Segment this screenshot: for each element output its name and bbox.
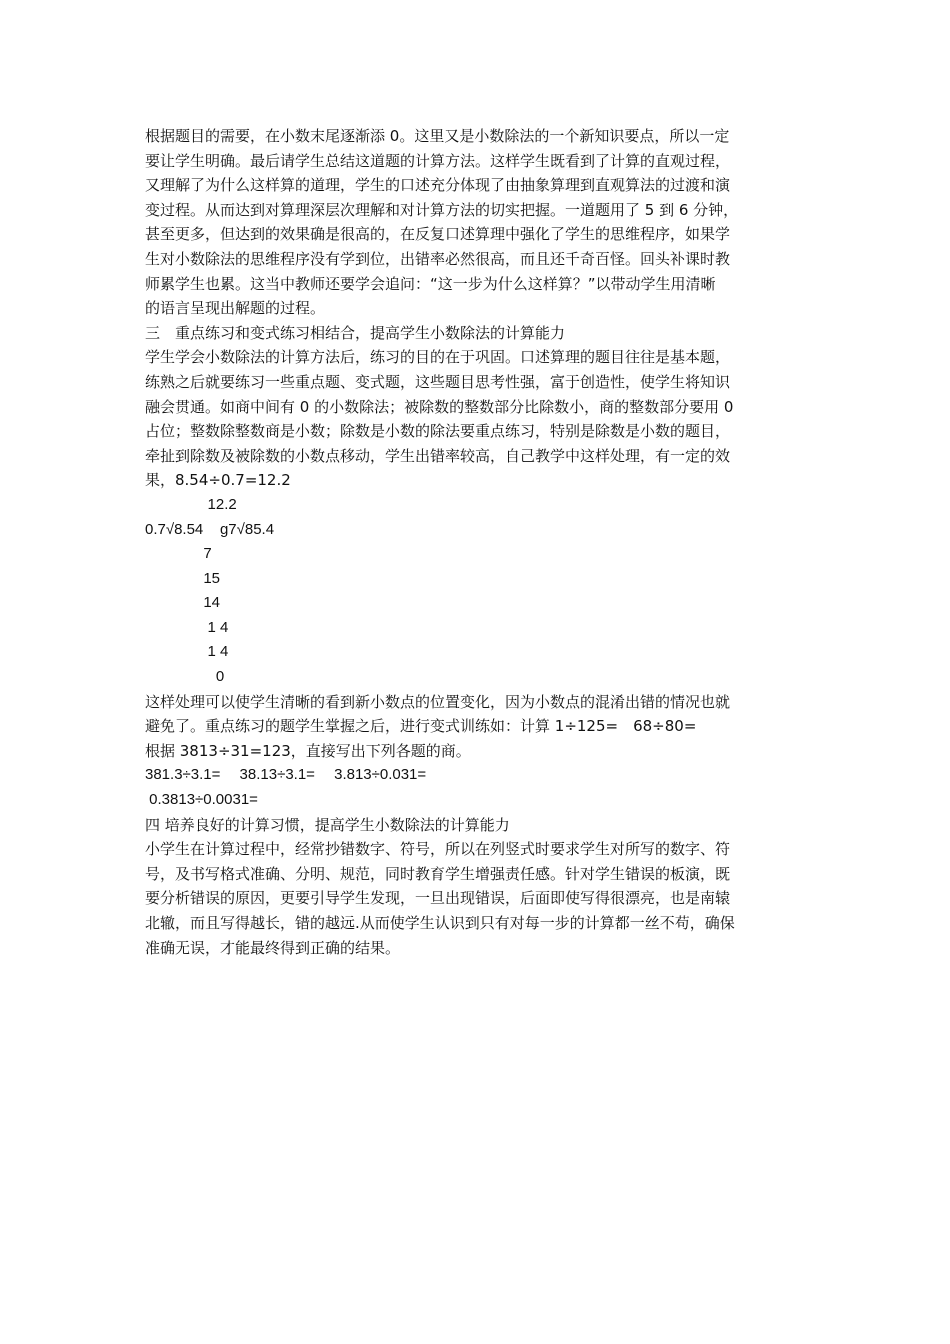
text-line: 又理解了为什么这样算的道理，学生的口述充分体现了由抽象算理到直观算法的过渡和演 (145, 176, 731, 195)
division-line: 7 (145, 545, 212, 563)
text-line: 师累学生也累。这当中教师还要学会追问：“这一步为什么这样算？”以带动学生用清晰 (145, 274, 716, 293)
text-line: 学生学会小数除法的计算方法后，练习的目的在于巩固。口述算理的题目往往是基本题， (145, 348, 731, 367)
text-line: 避免了。重点练习的题学生掌握之后，进行变式训练如：计算 1÷125= 68÷80= (145, 717, 697, 736)
document-body (145, 124, 810, 960)
text-line: 北辙，而且写得越长，错的越远.从而使学生认识到只有对每一步的计算都一丝不苟，确保 (145, 914, 735, 932)
text-line: 甚至更多，但达到的效果确是很高的，在反复口述算理中强化了学生的思维程序，如果学 (145, 225, 731, 244)
text-line: 这样处理可以使学生清晰的看到新小数点的位置变化，因为小数点的混淆出错的情况也就 (145, 692, 731, 711)
text-line: 准确无误，才能最终得到正确的结果。 (145, 938, 401, 957)
text-line: 融会贯通。如商中间有 0 的小数除法；被除数的整数部分比除数小，商的整数部分要用 0 (145, 397, 734, 416)
paragraph-oral-reasoning (145, 124, 810, 321)
text-line: 根据题目的需要，在小数末尾逐渐添 0。这里又是小数除法的一个新知识要点，所以一定 (145, 127, 730, 145)
long-division-example (145, 493, 810, 690)
text-line: 要让学生明确。最后请学生总结这道题的计算方法。这样学生既看到了计算的直观过程， (145, 151, 731, 170)
division-line: 0.7√8.54 g7√85.4 (145, 520, 275, 538)
division-line: 14 (145, 594, 221, 612)
section-heading-4: 四 培养良好的计算习惯，提高学生小数除法的计算能力 (145, 815, 510, 834)
exercise-line: 0.3813÷0.0031= (145, 791, 258, 809)
text-line: 小学生在计算过程中，经常抄错数字、符号，所以在列竖式时要求学生对所写的数字、符 (145, 840, 731, 859)
section-heading-3: 三 重点练习和变式练习相结合，提高学生小数除法的计算能力 (145, 323, 566, 342)
exercise-line: 381.3÷3.1= 38.13÷3.1= 3.813÷0.031= (145, 766, 427, 784)
division-line: 1 4 (145, 643, 229, 661)
text-line: 要分析错误的原因，更要引导学生发现，一旦出现错误，后面即使写得很漂亮，也是南辕 (145, 889, 731, 908)
text-line: 变过程。从而达到对算理深层次理解和对计算方法的切实把握。一道题用了 5 到 6 分钟， (145, 200, 739, 219)
paragraph-calculation-habits (145, 837, 810, 960)
division-line: 15 (145, 569, 221, 587)
division-line: 0 (145, 668, 225, 686)
paragraph-variant-exercises (145, 690, 810, 813)
paragraph-key-practice (145, 345, 810, 493)
text-line: 根据 3813÷31=123，直接写出下列各题的商。 (145, 741, 471, 760)
text-line: 的语言呈现出解题的过程。 (145, 299, 326, 318)
division-line: 12.2 (145, 495, 237, 513)
text-line: 号，及书写格式准确、分明、规范，同时教育学生增强责任感。针对学生错误的板演，既 (145, 864, 731, 883)
text-line: 果，8.54÷0.7=12.2 (145, 471, 291, 490)
text-line: 占位；整数除整数商是小数；除数是小数的除法要重点练习，特别是除数是小数的题目， (145, 422, 731, 441)
text-line: 生对小数除法的思维程序没有学到位，出错率必然很高，而且还千奇百怪。回头补课时教 (145, 249, 731, 268)
division-line: 1 4 (145, 618, 229, 636)
text-line: 牵扯到除数及被除数的小数点移动，学生出错率较高，自己教学中这样处理，有一定的效 (145, 446, 731, 465)
text-line: 练熟之后就要练习一些重点题、变式题，这些题目思考性强，富于创造性，使学生将知识 (145, 372, 731, 391)
